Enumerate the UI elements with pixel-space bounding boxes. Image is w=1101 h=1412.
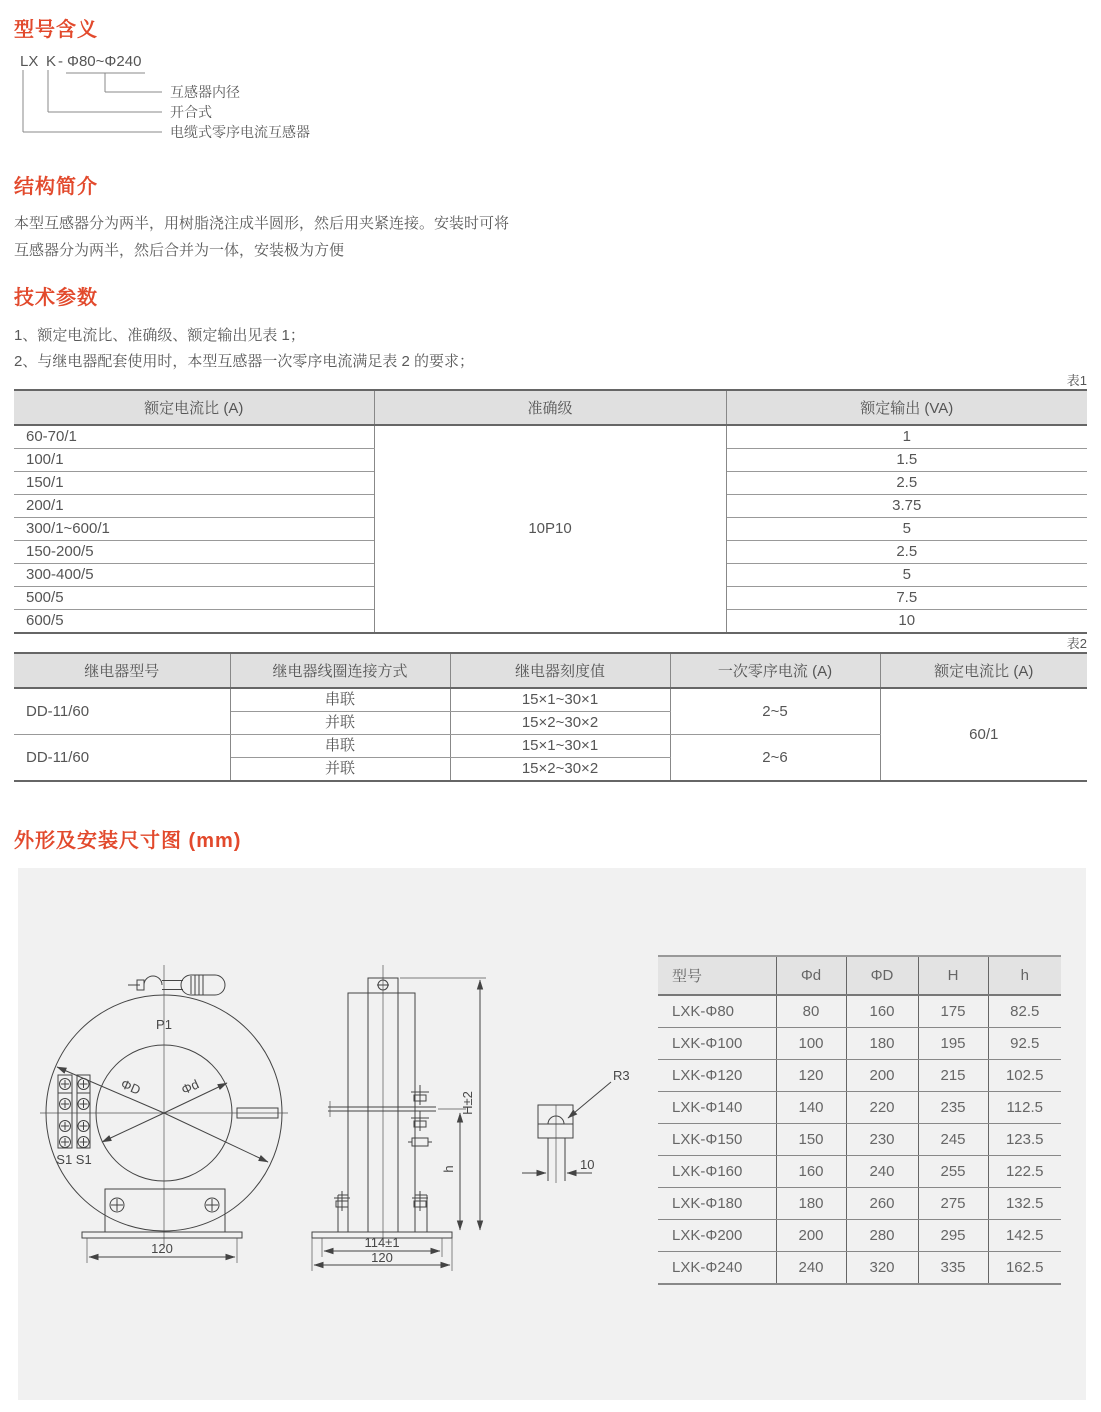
front-view-drawing: [25, 945, 325, 1290]
side-inner-width-label: 114±1: [364, 1235, 400, 1250]
cell-value: 230: [846, 1124, 918, 1156]
cell-value: 215: [918, 1060, 988, 1092]
cell-model: LXK-Φ100: [658, 1028, 776, 1060]
cell-value: 320: [846, 1252, 918, 1285]
tech-params-item2: 2、与继电器配套使用时，本型互感器一次零序电流满足表 2 的要求；: [14, 353, 475, 370]
side-view-drawing: [300, 945, 520, 1290]
cell-value: 275: [918, 1188, 988, 1220]
cell-model: LXK-Φ80: [658, 995, 776, 1028]
cell-ratio: 200/1: [14, 495, 374, 518]
cell-ratio: 300-400/5: [14, 564, 374, 587]
column-header: 继电器型号: [14, 653, 230, 688]
p1-terminal-label: P1: [156, 1017, 172, 1032]
column-header: 一次零序电流 (A): [670, 653, 880, 688]
table-row: [658, 956, 1061, 995]
cell-value: 200: [776, 1220, 846, 1252]
terminal-blocks: [58, 1075, 90, 1148]
heading-dimensions: 外形及安装尺寸图 (mm): [14, 830, 242, 852]
cell-value: 280: [846, 1220, 918, 1252]
table-row: [14, 688, 1087, 712]
cell-value: 122.5: [988, 1156, 1061, 1188]
cell-relay-model: DD-11/60: [14, 688, 230, 735]
column-header: 准确级: [374, 390, 726, 425]
side-feet-base: [312, 1195, 452, 1238]
cell-connection: 串联: [230, 688, 450, 712]
model-diagram-lines: [23, 70, 162, 132]
table-row: [658, 1060, 1061, 1092]
heading-model-meaning: 型号含义: [14, 19, 98, 41]
table-row: [658, 1124, 1061, 1156]
cell-value: 240: [776, 1252, 846, 1285]
cell-output: 1.5: [726, 449, 1087, 472]
table-row: [14, 425, 1087, 449]
cell-value: 162.5: [988, 1252, 1061, 1285]
cell-output: 2.5: [726, 541, 1087, 564]
column-header: 型号: [658, 956, 776, 995]
heading-structure-intro: 结构简介: [14, 176, 98, 198]
cell-value: 102.5: [988, 1060, 1061, 1092]
cell-value: 92.5: [988, 1028, 1061, 1060]
structure-intro-line2: 互感器分为两半，然后合并为一体，安装极为方便: [14, 242, 345, 259]
cell-ratio: 60-70/1: [14, 425, 374, 449]
column-header: Φd: [776, 956, 846, 995]
tech-params-item1: 1、额定电流比、准确级、额定输出见表 1；: [14, 327, 305, 344]
cell-value: 82.5: [988, 995, 1061, 1028]
model-code-separator: -: [58, 53, 63, 70]
inner-diameter-label: Φd: [178, 1076, 202, 1098]
cell-value: 180: [846, 1028, 918, 1060]
cell-model: LXK-Φ140: [658, 1092, 776, 1124]
cell-value: 260: [846, 1188, 918, 1220]
model-code-type: K: [46, 53, 57, 70]
cell-output: 5: [726, 518, 1087, 541]
cell-value: 140: [776, 1092, 846, 1124]
cell-value: 195: [918, 1028, 988, 1060]
cell-model: LXK-Φ150: [658, 1124, 776, 1156]
cell-value: 255: [918, 1156, 988, 1188]
table2-relay: [14, 652, 1087, 782]
cell-primary-current: 2~5: [670, 688, 880, 735]
table-row: [658, 1156, 1061, 1188]
model-label-cable-type: 电缆式零序电流互感器: [170, 124, 310, 140]
cell-value: 80: [776, 995, 846, 1028]
cell-value: 123.5: [988, 1124, 1061, 1156]
s1-terminals-label: S1 S1: [56, 1152, 92, 1167]
cell-value: 235: [918, 1092, 988, 1124]
cell-value: 160: [846, 995, 918, 1028]
cell-value: 175: [918, 995, 988, 1028]
table1-caption: 表1: [1066, 373, 1087, 388]
table-row: [658, 1252, 1061, 1285]
model-label-split-type: 开合式: [170, 104, 212, 120]
cell-ratio: 150/1: [14, 472, 374, 495]
cell-value: 335: [918, 1252, 988, 1285]
table-row: [658, 995, 1061, 1028]
heading-tech-params: 技术参数: [14, 287, 98, 309]
cell-model: LXK-Φ180: [658, 1188, 776, 1220]
structure-intro-paragraph: [14, 210, 509, 264]
cell-output: 5: [726, 564, 1087, 587]
cell-value: 100: [776, 1028, 846, 1060]
cell-model: LXK-Φ200: [658, 1220, 776, 1252]
cell-rated-ratio: 60/1: [880, 688, 1087, 781]
model-code-diagram: [12, 52, 532, 152]
cell-value: 245: [918, 1124, 988, 1156]
front-base-width-label: 120: [151, 1241, 173, 1256]
column-header: 额定电流比 (A): [14, 390, 374, 425]
cell-value: 295: [918, 1220, 988, 1252]
table-row: [658, 1188, 1061, 1220]
cell-connection: 并联: [230, 712, 450, 735]
cell-value: 120: [776, 1060, 846, 1092]
cell-ratio: 500/5: [14, 587, 374, 610]
cell-value: 240: [846, 1156, 918, 1188]
table-row: [658, 1220, 1061, 1252]
cell-relay-model: DD-11/60: [14, 735, 230, 782]
corner-radius-label: R3: [613, 1068, 630, 1083]
cell-scale: 15×2~30×2: [450, 758, 670, 782]
cell-value: 112.5: [988, 1092, 1061, 1124]
cell-value: 180: [776, 1188, 846, 1220]
column-header: H: [918, 956, 988, 995]
cell-ratio: 600/5: [14, 610, 374, 634]
table-row: [658, 1028, 1061, 1060]
model-code-range: Φ80~Φ240: [67, 53, 142, 70]
column-header: h: [988, 956, 1061, 995]
toggle-clamp: [128, 975, 225, 995]
column-header: 继电器刻度值: [450, 653, 670, 688]
cell-ratio: 300/1~600/1: [14, 518, 374, 541]
cell-scale: 15×2~30×2: [450, 712, 670, 735]
column-header: 继电器线圈连接方式: [230, 653, 450, 688]
side-base-width-label: 120: [371, 1250, 393, 1265]
structure-intro-line1: 本型互感器分为两半，用树脂浇注成半圆形，然后用夹紧连接。安装时可将: [14, 215, 510, 232]
detail-block: [538, 1082, 611, 1183]
cell-ratio: 150-200/5: [14, 541, 374, 564]
cell-primary-current: 2~6: [670, 735, 880, 782]
cell-ratio: 100/1: [14, 449, 374, 472]
cell-output: 3.75: [726, 495, 1087, 518]
dimension-drawing-panel: [18, 868, 1086, 1400]
outer-diameter-label: ΦD: [118, 1076, 143, 1098]
cell-scale: 15×1~30×1: [450, 688, 670, 712]
cell-value: 200: [846, 1060, 918, 1092]
cell-value: 142.5: [988, 1220, 1061, 1252]
cell-value: 150: [776, 1124, 846, 1156]
table-row: [14, 390, 1087, 425]
cell-output: 1: [726, 425, 1087, 449]
model-label-inner-diameter: 互感器内径: [170, 84, 240, 100]
slot-width-label: 10: [580, 1157, 595, 1172]
cell-connection: 并联: [230, 758, 450, 782]
cell-model: LXK-Φ120: [658, 1060, 776, 1092]
cell-value: 220: [846, 1092, 918, 1124]
cell-model: LXK-Φ160: [658, 1156, 776, 1188]
column-header: 额定输出 (VA): [726, 390, 1087, 425]
table1-ratings: [14, 389, 1087, 634]
dimension-table: [658, 955, 1061, 1285]
cell-output: 2.5: [726, 472, 1087, 495]
cell-output: 10: [726, 610, 1087, 634]
column-header: 额定电流比 (A): [880, 653, 1087, 688]
table-row: [14, 653, 1087, 688]
model-code-prefix: LX: [20, 53, 39, 70]
cell-accuracy-class: 10P10: [374, 425, 726, 633]
cell-value: 132.5: [988, 1188, 1061, 1220]
table2-caption: 表2: [1066, 636, 1087, 651]
cell-value: 160: [776, 1156, 846, 1188]
height-half-label: h: [441, 1165, 456, 1173]
cell-output: 7.5: [726, 587, 1087, 610]
table-row: [658, 1092, 1061, 1124]
cell-scale: 15×1~30×1: [450, 735, 670, 758]
height-total-label: H±2: [460, 1091, 475, 1115]
cell-connection: 串联: [230, 735, 450, 758]
detail-view-drawing: [510, 1023, 660, 1203]
column-header: ΦD: [846, 956, 918, 995]
cell-model: LXK-Φ240: [658, 1252, 776, 1285]
